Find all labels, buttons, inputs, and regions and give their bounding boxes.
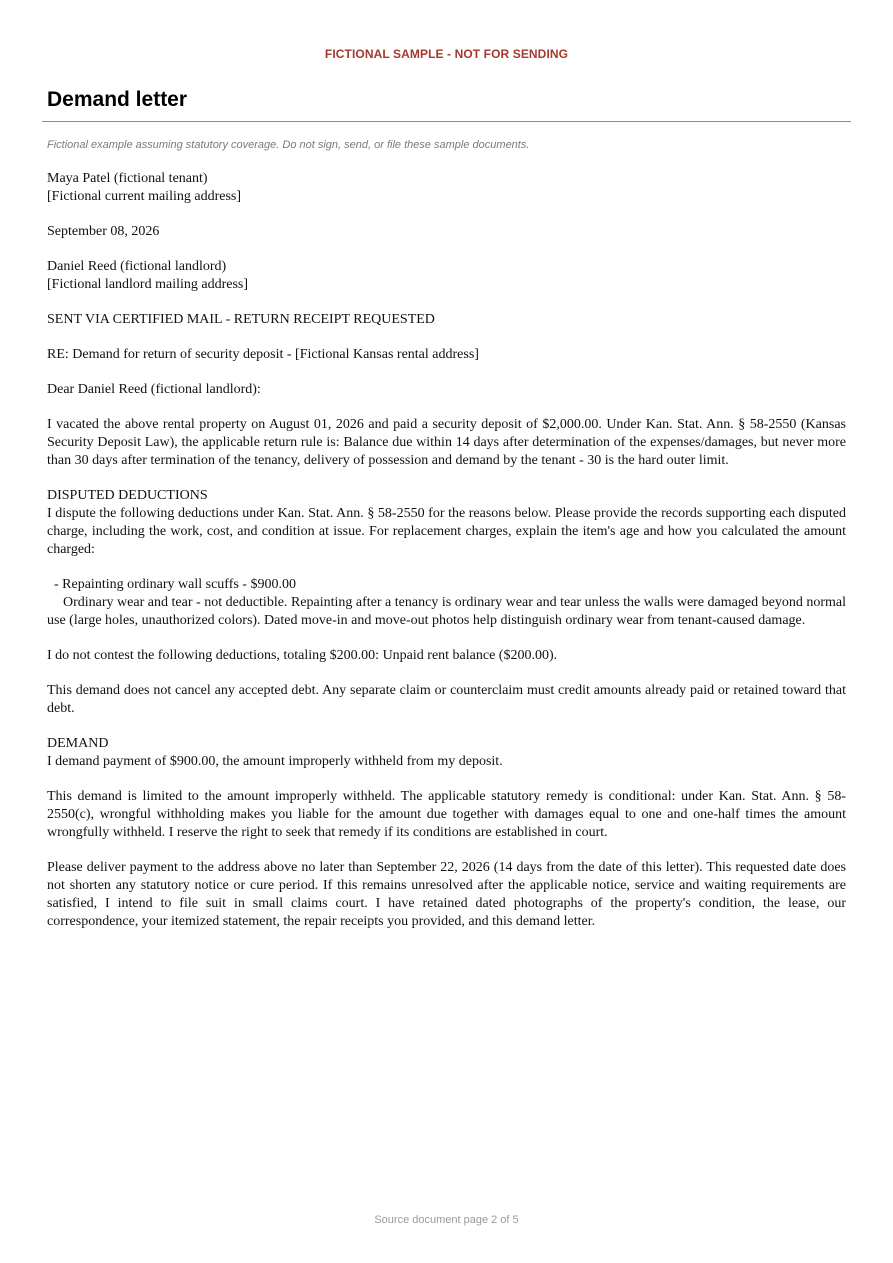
disputed-heading: DISPUTED DEDUCTIONS [47,488,208,503]
deduction-item-reason: Ordinary wear and tear - not deductible. Repainting after a tenancy is ordinary wear and tear unless the walls were damaged beyond normal use (large holes, unauthorized colors). Dated move-in and move-out photos help distinguish ordinary wear from tenant-caused damage. [47,595,846,628]
recipient-address: [Fictional landlord mailing address] [47,277,249,292]
demand-heading: DEMAND [47,736,109,751]
demand-text: I demand payment of $900.00, the amount improperly withheld from my deposit. [47,754,503,769]
disputed-text: I dispute the following deductions under Kan. Stat. Ann. § 58-2550 for the reasons below. Please provide the records supporting each disputed charge, including the work, cost, and condition at issue. For replacement charges, explain the item's age and how you calculated the amount charged: [47,506,846,557]
sample-banner: FICTIONAL SAMPLE - NOT FOR SENDING [324,47,569,61]
deduction-item [47,576,846,630]
credit-paragraph: This demand does not cancel any accepted debt. Any separate claim or counterclaim must credit amounts already paid or retained toward that debt. [47,683,846,716]
subject-line: RE: Demand for return of security deposit - [Fictional Kansas rental address] [47,347,479,362]
sender-address: [Fictional current mailing address] [47,189,241,204]
page-footer: Source document page 2 of 5 [374,1214,519,1226]
recipient-name: Daniel Reed (fictional landlord) [47,259,227,274]
sender-block [47,170,846,206]
deduction-item-head: - Repainting ordinary wall scuffs - $900.00 [54,577,296,592]
delivery-method: SENT VIA CERTIFIED MAIL - RETURN RECEIPT REQUESTED [47,312,435,327]
letter-body [47,170,846,948]
sender-name: Maya Patel (fictional tenant) [47,171,208,186]
remedy-paragraph: This demand is limited to the amount improperly withheld. The applicable statutory remedy is conditional: under Kan. Stat. Ann. § 58-2550(c), wrongful withholding makes you liable for the amount due together with damages equal to one and one-half times the amount wrongfully withheld. I reserve the right to seek that remedy if its conditions are established in court. [47,789,846,840]
uncontested-paragraph: I do not contest the following deductions, totaling $200.00: Unpaid rent balance ($200.00). [47,648,558,663]
demand-section [47,735,846,771]
payment-paragraph: Please deliver payment to the address above no later than September 22, 2026 (14 days from the date of this letter). This requested date does not shorten any statutory notice or cure period. If this remains unresolved after the applicable notice, service and waiting requirements are satisfied, I intend to file suit in small claims court. I have retained dated photographs of the property's condition, the lease, our correspondence, your itemized statement, the repair receipts you provided, and this demand letter. [47,860,846,929]
letter-date: September 08, 2026 [47,224,160,239]
document-title: Demand letter [47,88,188,111]
salutation: Dear Daniel Reed (fictional landlord): [47,382,261,397]
recipient-block [47,258,846,294]
intro-paragraph: I vacated the above rental property on August 01, 2026 and paid a security deposit of $2,000.00. Under Kan. Stat. Ann. § 58-2550 (Kansas Security Deposit Law), the applicable return rule is: Balance due within 14 days after determination of the expenses/damages, but never more than 30 days after termination of the tenancy, delivery of possession and demand by the tenant - 30 is the hard outer limit. [47,417,846,468]
title-divider [42,121,851,122]
disclaimer-note: Fictional example assuming statutory coverage. Do not sign, send, or file these sample documents. [47,139,530,151]
disputed-section [47,487,846,559]
